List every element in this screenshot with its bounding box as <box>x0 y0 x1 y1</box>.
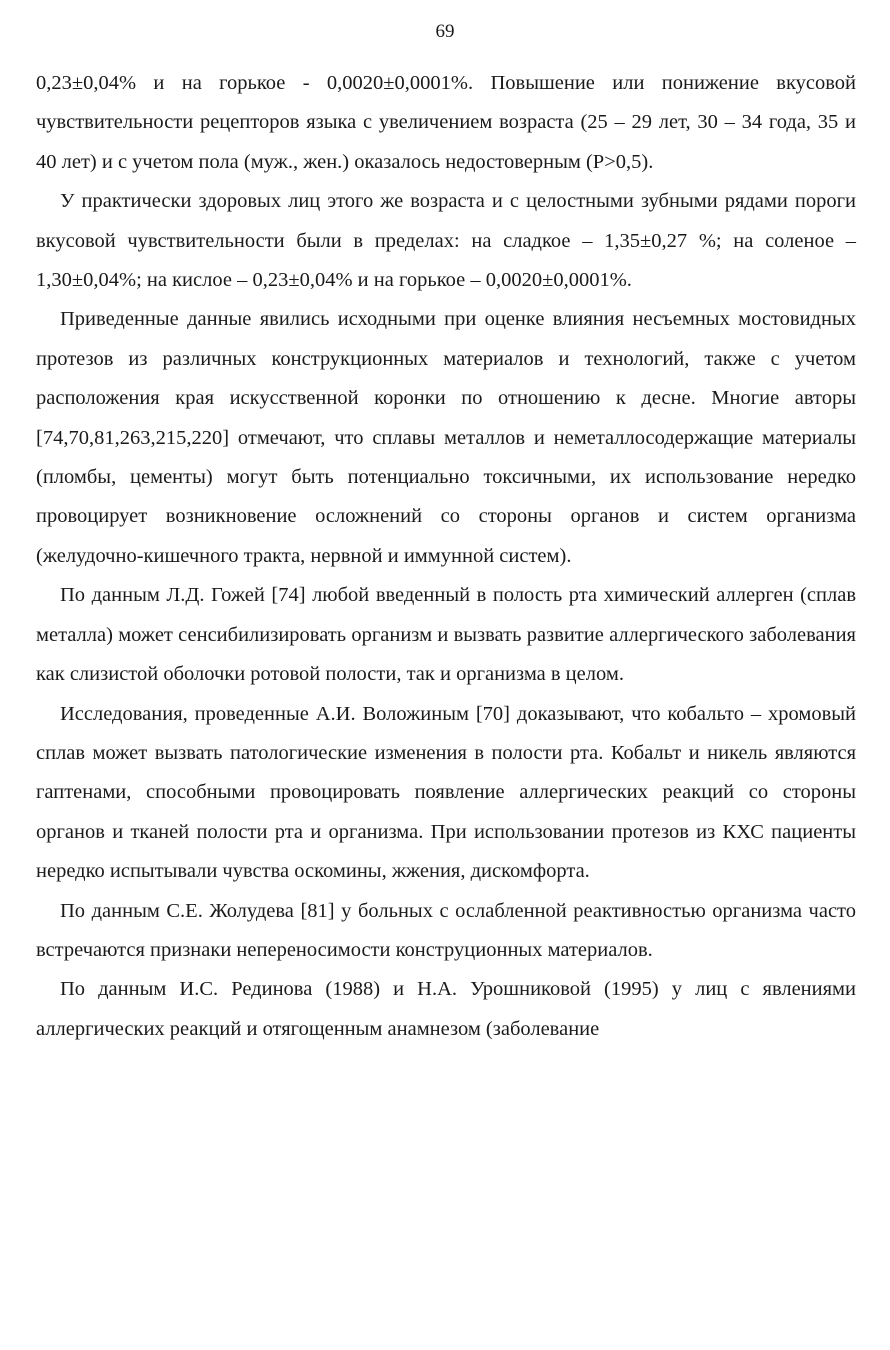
paragraph-gozhey: По данным Л.Д. Гожей [74] любой введенный в полость рта химический аллерген (сплав металла) может сенсибилизировать организм и вызвать развитие аллергического заболевания как слизистой оболочки ротовой полости, так и организма в целом. <box>36 584 856 686</box>
paragraph-redinov-uroshnikova: По данным И.С. Рединова (1988) и Н.А. Урошниковой (1995) у лиц с явлениями аллергических реакций и отягощенным анамнезом (заболевание <box>36 978 856 1040</box>
paragraph-materials-influence: Приведенные данные явились исходными при оценке влияния несъемных мостовидных протезов из различных конструкционных материалов и технологий, также с учетом расположения края искусственной коронки по отношению к десне. Многие авторы [74,70,81,263,215,220] отмечают, что сплавы металлов и неметаллосодержащие материалы (пломбы, цементы) могут быть потенциально токсичными, их использование нередко провоцирует возникновение осложнений со стороны органов и систем организма (желудочно-кишечного тракта, нервной и иммунной систем). <box>36 308 856 567</box>
body-text <box>36 64 856 1049</box>
paragraph-taste-thresholds: У практически здоровых лиц этого же возраста и с целостными зубными рядами пороги вкусовой чувствительности были в пределах: на сладкое – 1,35±0,27 %; на соленое – 1,30±0,04%; на кислое – 0,23±0,04% и на горькое – 0,0020±0,0001%. <box>36 190 856 292</box>
page-number: 69 <box>435 21 455 42</box>
paragraph-zholudev: По данным С.Е. Жолудева [81] у больных с ослабленной реактивностью организма часто встречаются признаки непереносимости конструционных материалов. <box>36 899 856 961</box>
paragraph-continuation: 0,23±0,04% и на горькое - 0,0020±0,0001%. Повышение или понижение вкусовой чувствительности рецепторов языка с увеличением возраста (25 – 29 лет, 30 – 34 года, 35 и 40 лет) и с учетом пола (муж., жен.) оказалось недостоверным (P>0,5). <box>36 72 856 173</box>
paragraph-volozhin: Исследования, проведенные А.И. Воложиным [70] доказывают, что кобальто – хромовый сплав может вызвать патологические изменения в полости рта. Кобальт и никель являются гаптенами, способными провоцировать появление аллергических реакций со стороны органов и тканей полости рта и организма. При использовании протезов из КХС пациенты нередко испытывали чувства оскомины, жжения, дискомфорта. <box>36 702 856 883</box>
